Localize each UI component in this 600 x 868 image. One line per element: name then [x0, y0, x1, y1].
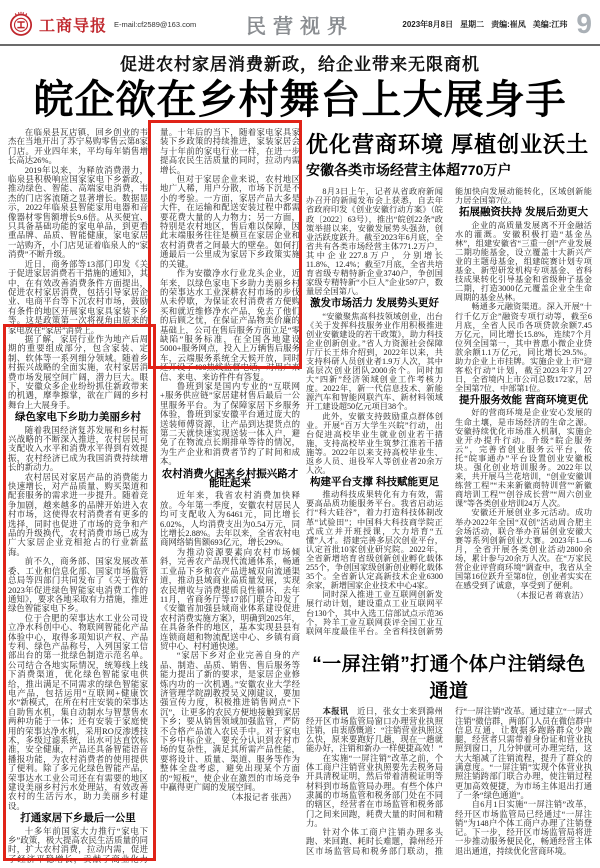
paragraph: 为推动资源要素向农村市场倾斜，完善农产品现代流通体系，畅通工业品下乡和农产品进城双向流通渠道，推动县域商业高质量发展，实现农民增收与消费提质良性循环，去年11月，省商务厅等17部门联合印发了《安徽省加强县域商业体系建设促进农村消费实施方案》，明确到2025年，在具备条件的地区，基本实现县县有连锁商超和物流配送中心、乡镇有商贸中心、村村通快递。	[160, 547, 300, 651]
article3-columns	[306, 707, 592, 859]
masthead-email: E-mail:cf2589@163.com	[114, 19, 197, 29]
paper-name: 工商导报	[39, 17, 108, 35]
paragraph: 针对个体工商户注销办理多头跑、来回跑、耗时长难题，滁州经开区市场监管局和税务部门联动，推行“一屏注销”改革。通过建立“一屏式注销”微信群，两部门人员在微信群中信息互通，让数据多跑路群众少跑腿，经营者只需带着身份证和营业执照到窗口，几分钟就可办理完结，这大大缩减了注销流程，提升了群众的满意度。“一屏注销”实现个体营业执照注销跨部门联合办理，使注销过程更加高效便捷，为市场主体退出打通了一条“绿色通道”。	[306, 707, 592, 856]
paragraph: 但对于家居企业来说，农村地区地广人稀，用户分散，市场下沉是不小的考验。一方面，家居产品大多是大件，在运输和配送安装过程中都需要花费大量的人力物力；另一方面，特别是农村地区，售后难以保障，因此末端服务往往是横亘在家居企业和农村消费者之间最大的壁垒。如何打通最后一公里成为家居下乡政策实施的关键。	[160, 175, 300, 269]
article-subhead: 构建平台支撑 科技赋能更足	[310, 476, 439, 489]
paragraph: 8月3日上午，记者从省政府新闻办召开的新闻发布会上获悉，自去年省政府印发《创业安徽行动方案》（皖政〔2022〕63号），推出“皖创22条”政策举措以来，安徽发展势头强劲，创业活跃度跃升。截至2023年6月底，全省共有各类市场经营主体771.2万户，其中企业227.8万户，分别增长11.8%、12.4%；截至7月底，全省共培育省级专精特新企业3740户，争创国家级专精特新“小巨人”企业597户，数量居全国第八。	[306, 187, 443, 297]
main-headline: 皖企欲在乡村舞台上大展身手	[33, 78, 567, 122]
article-subhead: 打通家居下乡最后一公里	[20, 812, 136, 825]
headline-block	[0, 50, 600, 122]
main-article	[8, 128, 300, 865]
paragraph: 随着我国经济复苏发展和乡村振兴战略的不断深入推进，农村居民可支配收入水平和消费水平得到有效提振，农村经济已成为我国消费持续增长的新动力。	[8, 425, 148, 473]
issue-weekday: 星期二	[460, 19, 485, 29]
paragraph: 在临泉县瓦店镇，回乡创业的韦杰在当地开出了苏宁易购零售云第8家门店。开业四年来，平均每年销售增长高达26%。	[8, 128, 148, 166]
paragraph: “安徽聚焦高科技领域创业，出台《关于发挥科技服务业作用积极推进创业安徽建设的若干政策》，助力科技企业创新创业。”省人力资源社会保障厅厅长王炜介绍到，2022年以来，共支持科研人员创业者1.9万人次，其中高层次创业团队2000余个。同时加大“四新”经济领域创业工作考核力度。2022年，新一代信息技术、新能源汽车和智能网联汽车、新材料领域开工建设超50亿元项目38个。	[306, 311, 443, 412]
article-subhead: 提升服务效能 营商环境更优	[459, 394, 588, 407]
paragraph: “家居下乡对企业完善自身的产品、制造、品质、销售、售后服务等能力提出了新的要求，是家居企业修炼内功的一次机遇。”安徽农业大学经济管理学院副教授吴义刚建议，要加强宣传力度，积极推进销售网点“下沉”，让更多的农民方便地接触到家居下乡；要从销售领域加强监管，严防不合格产品流入农民手中。对于家电下乡中标企业，要充分认识到农村市场的复杂性，满足其所需产品性能，要将设计、质量、渠道、服务等作为整体全盘考虑，避免出现某个方面的“短板”，使企业在激烈的市场竞争中赢得更广阔的发展空间。	[160, 651, 300, 793]
article-subhead: 激发市场活力 发展势头更好	[310, 297, 439, 310]
article2-columns	[306, 187, 592, 639]
byline: （本报记者 蒋袁洁）	[512, 591, 588, 601]
gongshang-emblem-icon	[8, 11, 34, 37]
paragraph: 前不久，商务部、国家发展改革委、工业和信息化部、国家市场监管总局等四部门共同发布了《关于做好2023年促进绿色智能家电消费工作的通知》，要求各地采取有力措施，推进绿色智能家电下乡。	[8, 557, 148, 614]
paragraph: 好的营商环境是企业安心发展的生命土壤，是市场经济的生命之源。安徽持续优化市场准入机制，实施企业开办提升行动。升级“皖企服务云”，完善省创业服务云平台，依托“皖事通办”平台设置创业安徽板块。强化创业培训服务。2022年以来，共开展马兰花培训，“创业安徽训练营工程”“未来新徽商特训营”“新徽商培训工程”“创谷成长营”“周六创业课”等各类创业培训24万人次。	[455, 408, 592, 509]
masthead-right	[354, 10, 592, 38]
headline-kicker: 促进农村家居消费新政，给企业带来无限商机	[120, 55, 480, 74]
paragraph: 近日，商务部等13部门印发《关于促进家居消费若干措施的通知》，其中，在有效改善消费条件方面提出，促进农村家居消费，包括引导家居企业、电商平台等下沉农村市场，鼓励有条件的地区开展家电家具家装下乡等。这是政策第一次将视角由原来的家电放在“家居”消费上。	[8, 259, 148, 335]
editor-credit: 责编:崔凤	[491, 19, 526, 29]
paragraph: 鲁班到家是国内专业的“互联网+服务供应链”家居建材售后最后一公里服务平台。为了保障家居下乡服务体验，鲁班到家安徽平台通过庞大的送装师傅资源，让产品到达提货点的第二天就快速实现送装一体入户，避免了在物流点长期排单等待的情况，为生产企业和消费者节约了时间和成本。	[160, 381, 300, 467]
article-subhead: 拓展融资扶持 发展后劲更大	[459, 206, 588, 219]
yiping-zhuxiao-article	[306, 649, 592, 859]
masthead-left	[8, 11, 246, 37]
paragraph: 2019年以来，为释放消费潜力，临泉县积极响应国家家电下乡新政，推动绿色、智能、高端家电消费，韦杰的门店客流随之显著增长。数据显示，2022年临泉县智能家用电器和音像器材零售额增长9.6倍。从买便宜、只具备基础功能的家电单品，到更看重品牌、品质、智能健康，家电家居一站购齐，小门店见证着临泉人的“家消费”不断升级。	[8, 165, 148, 260]
article2-title: 优化营商环境 厚植创业沃土	[306, 132, 590, 157]
paragraph: 在实施“一屏注销”改革之前，个体工商户注销营业执照要先去税务局开具清税证明，然后带着清税证明等材料到市场监管局办理。有些个体户隶属的市场监管和税务部门处在不同的辖区，经营者在市场监管和税务部门之间来回跑，耗费大量的时间和精力。	[306, 753, 443, 828]
paragraph: 本报讯 近日，张女士来到滁州经开区市场监管局窗口办理营业执照注销，由衷感慨道：“注销营业执照这么快，原来要跑好几趟，现在一趟就能办好，注销和新办一样便捷高效！”	[306, 706, 443, 754]
paragraph: 据了解，家居行业作为地产后周期的重要组成部分，包含家装、定制、软体等一系列细分领域。随着乡村振兴战略的全面实施，农村家居消费市场发展空间广阔，潜力巨大。眼下，安徽众多企业纷纷抓住新政带来的机遇，摩拳擦掌，欲在广阔的乡村舞台上大展身手。	[8, 334, 148, 410]
paragraph: 推动科技成果转化有力有效，需要高品质功能服务平台。我省启动运行“科大硅谷”，着力打造科技体制改革“试验田”；中国科大科技商学院正式成立并开班授课，大力培育“五懂”人才。搭建完善多层次创业平台，认定首批10家创业研究院。2022年，全省新增培育省级创新创业孵化载体255个，争创国家级创新创业孵化载体35个。全省新认定高新技术企业6300余家，新增国家企业技术中心4家。	[306, 490, 443, 591]
paragraph: 自6月1日实施“一屏注销”改革，经开区市场监管局已经通过“一屏注销”为148户个体工商户办理了注销登记。下一步，经开区市场监管局将进一步推动服务便民化，畅通经营主体退出通道，持续优化营商环境。	[455, 800, 592, 856]
main-article-columns	[8, 128, 300, 865]
right-column-region	[306, 128, 592, 865]
article2-subtitle: 安徽各类市场经营主体超770万户	[306, 162, 512, 179]
page-number: 9	[576, 8, 592, 39]
byline: （本报记者 张茜）	[226, 793, 296, 803]
paragraph: 作为安徽净水行业龙头企业，近年来，以绿色家电下乡助力美丽乡村的荣事达水工业深耕农村市场的步伐从未停歇，为保证农村消费者方便购买和就近维修净水产品，免去了他们的后顾之忧，在保证产品物美价廉的基础上，公司在售后服务方面立足“零缺陷”服务标准，在全国各地建设5000+服务网点，投入上万辆售后服务车，云端服务系统全天候开放，同时还开设了400热线监督电话，对用户来信、来电、来访件件有答复。	[160, 269, 300, 382]
business-environment-article	[306, 132, 592, 639]
designer-credit: 美编:江玮	[532, 19, 568, 29]
article3-title: “一屏注销”打通个体户注销绿色通道	[312, 654, 586, 703]
issue-date: 2023年8月8日	[402, 19, 454, 29]
paragraph: 同时深入推进工业互联网创新发展行动计划，建设重点工业互联网平台130个，其中入选工信部试点示范36个，羚羊工业互联网获评全国工业互联网年度最佳平台。全省科技创新势能加快向发展动能转化，区域创新能力居全国第7位。	[306, 187, 592, 636]
section-title: 民营视界	[246, 15, 354, 38]
article-subhead: 绿色家电下乡助力美丽乡村	[15, 411, 141, 424]
paragraph: 畅通多元融资渠道。深入开展“十行千亿万企”融资专项行动等，截至6月底，全省人民币各项贷款余额7.45万亿元，同比增长15.8%，连续7个月位列全国第一，其中普惠小微企业贷款余额1.1万亿元，同比增长29.5%。助力企业上市挂牌。实施企业上市“迎客松行动”计划，截至2023年7月27日，全省境内上市公司总数172家，居全国第7位、中部第1位。	[455, 302, 592, 394]
paragraph: 近年来，我省农村消费加快释放。今年第一季度，安徽农村居民人均可支配收入为6461元，同比增长6.02%，人均消费支出为0.54万元，同比增长2.88%。去年以来，全省农村电商网络销售额693亿元，增长29%。	[160, 491, 300, 548]
paragraph: 企业的高质量发展离不开金融活水的灌溉。安徽积极打造“基金丛林”，组建安徽省“三重一创”产业发展二期功能基金，设立覆盖十大新兴产业的主题母基金，组建皖赛计划专项基金、新型研发机构专项基金、省科技成果转化引导基金和省级种子基金二期，打造3000亿元覆盖企业全生命周期的基金丛林。	[455, 220, 592, 303]
paragraph: 农村居民对家居产品的消费能力快速增长，对产品质量、购买渠道和配套服务的需求进一步提升。随着竞争加剧，越来越多的品牌开始进入农村市场，这使得农村消费者有更多的选择，同时也促进了市场的竞争和产品的升级换代，农村消费市场已成为广大家居企业竞相抢占的行业新蓝海。	[8, 472, 148, 557]
article-subhead: 农村消费火起来乡村振兴路才能旺起来	[161, 467, 299, 490]
paragraph: 安徽还开展创业多元活动。成功举办2022年全国“双创”活动周合肥主会场活动，联合举办首届创业安徽大赛等系列创新创业大赛。2023年1—6月，全省开展各类创业活动2800余场，累计参与20余万人次。在“万家民营企业评营商环境”调查中，我省从全国第16位跃升至第8位，创业者实实在在感受到了诚意，享受到了便利。	[455, 508, 592, 591]
masthead	[0, 0, 600, 46]
paragraph: 十多年前国家大力推行“家电下乡”政策，极大提高农民生活质量的同时，扩大农村消费，拉动内需，促进了经济平稳增长，贡献了商业化力量。十年后的当下，随着家电家具家装下乡政策的持续推进，家装家居会与十年前的家电行业一样，在进一步提高农民生活质量的同时，拉动内需增长。	[8, 128, 300, 864]
paragraph: 位于合肥的荣事达水工业公司设立净水科创中心、物联网智能化产品体验中心，取得多项知识产权、产品专利、绿色产品称号，入列国家工信部出台的第一批绿色制造示范名单。公司结合各地实际情况，统筹线上线下消费渠道，优化绿色智能家电供给，推出满足不同需求的绿色智能家电产品，包括运用“互联网+健康饮水”新模式，在所在村庄安装的荣事达自助售水机，集自动制水与智慧售水两种功能于一体；还有安装于家庭使用的荣事达净水机，采用RO反渗透技术，多级过滤系统，出水可达直饮标准，安全健康，产品还具备智能语音播报功能，为农村消费者的使用提供了便利。除了多元化绿色智能产品，荣事达水工业公司还在有需要的地区建设美丽乡村污水处理站，有效改善农村的生活污水，助力美丽乡村建设。	[8, 613, 148, 811]
paragraph: 此外，安徽支持鼓励重点群体创业。开展“百万大学生兴皖”行动，出台促进高校毕业生就业创业若干措施，支持高校毕业生筑梦江淮若干措施等。2022年以来支持高校毕业生、返乡人员、退役军人等创业者20余万人次。	[306, 411, 443, 476]
